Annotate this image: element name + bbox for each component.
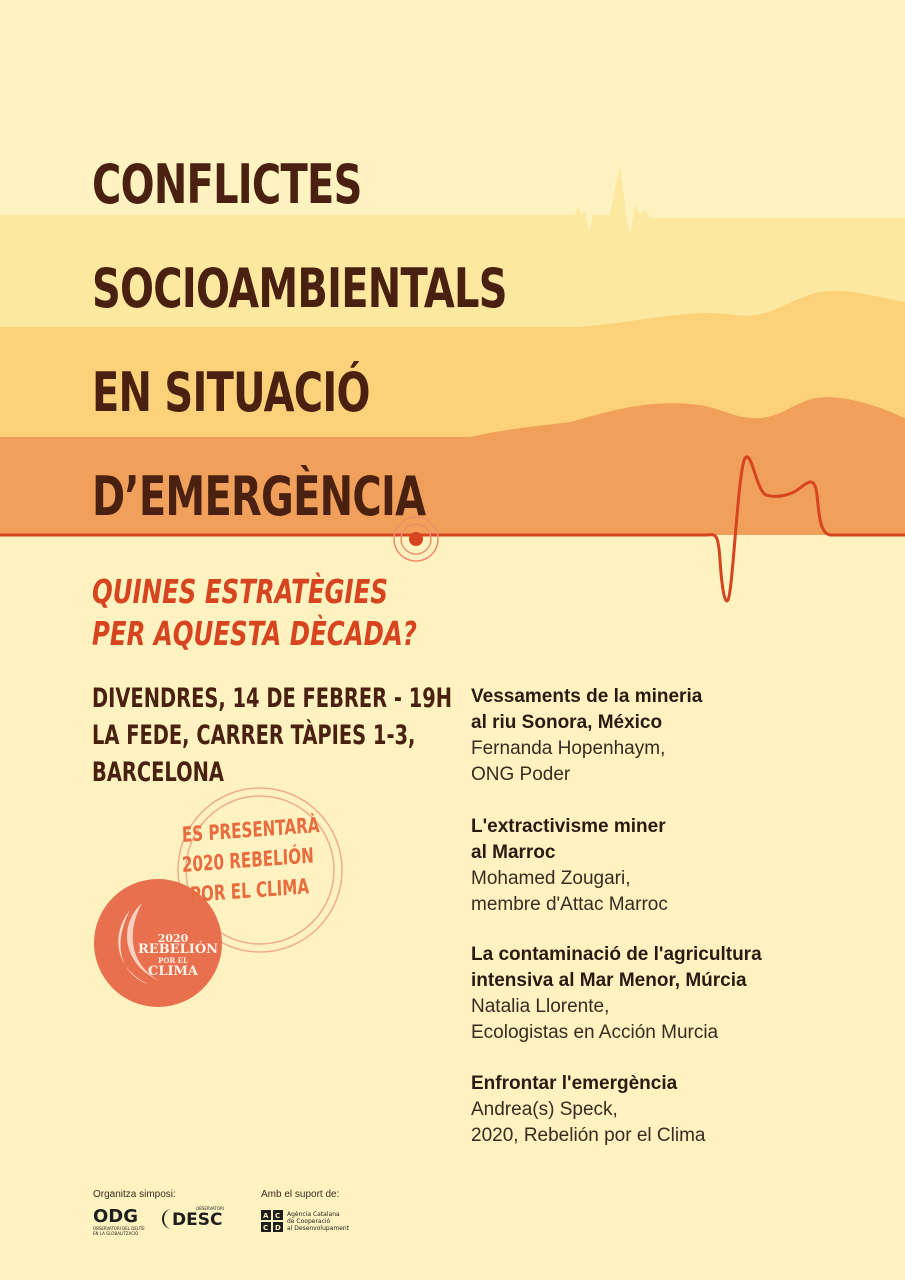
event-date: DIVENDRES, 14 DE FEBRER - 19H [92, 683, 453, 714]
support-label: Amb el suport de: [261, 1189, 340, 1200]
talk-4 [471, 1071, 705, 1149]
odg-logo-text: ODG [93, 1206, 139, 1227]
acccd-line-1: Agència Catalana [287, 1211, 340, 1218]
acccd-line-2: de Cooperació [287, 1218, 331, 1225]
target-dot [409, 532, 423, 546]
title-line-2: SOCIOAMBIENTALS [92, 257, 507, 320]
event-venue: LA FEDE, CARRER TÀPIES 1-3, [92, 720, 416, 751]
talk-2-speaker-line-1: Mohamed Zougari, [471, 868, 631, 889]
title-line-3: EN SITUACIÓ [92, 361, 370, 424]
stamp-line-2: 2020 REBELIÓN [181, 843, 315, 877]
odg-tagline-2: EN LA GLOBALITZACIÓ [93, 1231, 139, 1236]
talk-1 [471, 684, 702, 788]
talk-2 [471, 814, 668, 918]
talk-3-speaker-line-2: Ecologistas en Acción Murcia [471, 1022, 719, 1043]
stamp-line-1: ES PRESENTARÀ [181, 813, 320, 847]
rebelion-badge [138, 932, 219, 979]
subtitle-line-1: QUINES ESTRATÈGIES [92, 572, 388, 611]
talk-4-speaker-line-2: 2020, Rebelión por el Clima [471, 1125, 706, 1146]
organizer-label: Organitza simposi: [93, 1189, 176, 1200]
talk-3-title-line-2: intensiva al Mar Menor, Múrcia [471, 970, 747, 991]
talk-2-title-line-1: L'extractivisme miner [471, 816, 666, 837]
talk-4-speaker-line-1: Andrea(s) Speck, [471, 1099, 618, 1120]
title-line-4: D’EMERGÈNCIA [92, 465, 426, 528]
stamp-line-3: POR EL CLIMA [189, 874, 310, 907]
odg-logo [93, 1208, 145, 1236]
subtitle-line-2: PER AQUESTA DÈCADA? [92, 614, 417, 653]
svg-text:D: D [275, 1224, 281, 1232]
talk-1-title-line-1: Vessaments de la mineria [471, 686, 703, 707]
event-city: BARCELONA [92, 757, 224, 788]
talk-1-speaker-line-2: ONG Poder [471, 764, 571, 785]
talk-3 [471, 942, 762, 1046]
talk-2-speaker-line-2: membre d'Attac Marroc [471, 894, 668, 915]
talk-4-title-line-1: Enfrontar l'emergència [471, 1073, 678, 1094]
svg-text:C: C [263, 1224, 269, 1232]
badge-rebelion: REBELIÓN [138, 942, 219, 957]
talk-1-title-line-2: al riu Sonora, México [471, 712, 663, 733]
talk-3-speaker-line-1: Natalia Llorente, [471, 996, 610, 1017]
acccd-grid-icon [261, 1210, 283, 1232]
talk-1-speaker-line-1: Fernanda Hopenhaym, [471, 738, 666, 759]
badge-por-el: POR EL [158, 956, 188, 965]
talk-3-title-line-1: La contaminació de l'agricultura [471, 944, 762, 965]
svg-text:C: C [275, 1212, 281, 1220]
presentation-stamp [90, 785, 360, 1025]
svg-text:A: A [263, 1212, 269, 1220]
desc-small-text: OBSERVATORI [196, 1206, 224, 1211]
badge-clima: CLIMA [147, 964, 199, 979]
badge-year: 2020 [157, 932, 189, 945]
acccd-line-3: al Desenvolupament [287, 1225, 350, 1232]
odg-tagline-1: OBSERVATORI DEL DEUTE [93, 1226, 145, 1231]
desc-logo-text: DESC [172, 1210, 223, 1230]
title-line-1: CONFLICTES [92, 153, 362, 216]
talk-2-title-line-2: al Marroc [471, 842, 556, 863]
